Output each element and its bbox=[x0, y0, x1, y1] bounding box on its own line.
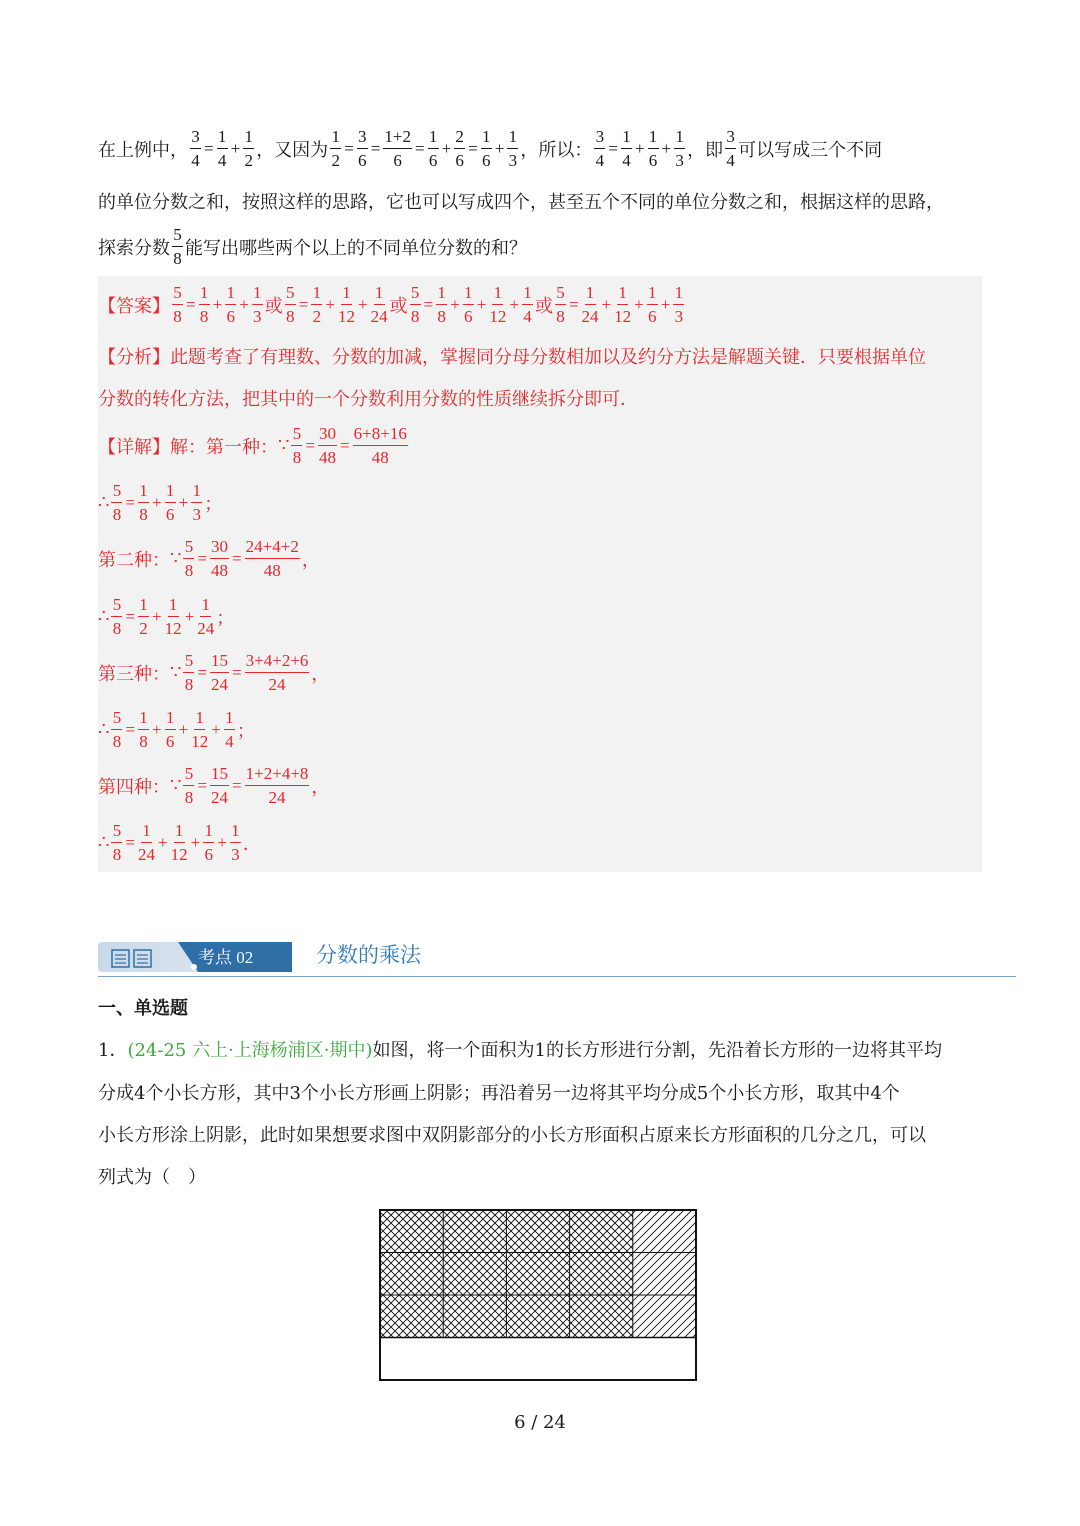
section-title: 分数的乘法 bbox=[316, 943, 421, 967]
detail-result-4: ∴ $\frac{5}{8}$ = $\frac{1}{24}$ + $\frac{1}{12}$ + $\frac{1}{6}$ + $\frac{1}{3}$ ． bbox=[98, 821, 261, 864]
answer-line: 【答案】 $\frac{5}{8}$ = $\frac{1}{8}$ + $\frac{1}{6}$ + $\frac{1}{3}$ 或 $\frac{5}{8}$ = $\frac{1}{2}$ + $\frac{1}{12}$ + $\frac{1}{24}$ 或 $\frac{5}{8}$ = $\frac{1}{8}$ + $\frac{1}{6}$ + $\frac{1}{12}$ + $\frac{1}{4}$ 或 $\frac{5}{8}$ = $\frac{1}{24}$ + $\frac{1}{12}$ + $\frac{1}{6}$ + $\frac{1}{3}$ bbox=[98, 283, 684, 326]
analysis-line-2: 分数的转化方法，把其中的一个分数利用分数的性质继续拆分即可． bbox=[98, 389, 638, 410]
section-banner bbox=[98, 940, 292, 974]
question-line-1: 1． (24-25 六上·上海杨浦区·期中) 如图，将一个面积为1的长方形进行分割，先沿着长方形的一边将其平均 bbox=[98, 1036, 942, 1062]
section-tag: 考点 02 bbox=[198, 948, 254, 967]
page-number: 6 / 24 bbox=[514, 1412, 566, 1433]
question-source: (24-25 六上·上海杨浦区·期中) bbox=[127, 1040, 373, 1061]
detail-result-2: ∴ $\frac{5}{8}$ = $\frac{1}{2}$ + $\frac{1}{12}$ + $\frac{1}{24}$ ； bbox=[98, 595, 235, 638]
intro-line-1: 在上例中， $\frac{3}{4}$ = $\frac{1}{4}$ + $\frac{1}{2}$ ，又因为 $\frac{1}{2}$ = $\frac{3}{6}$ = $\frac{1+2}{6}$ = $\frac{1}{6}$ + $\frac{2}{6}$ = $\frac{1}{6}$ + $\frac{1}{3}$ ，所以： $\frac{3}{4}$ = $\frac{1}{4}$ + $\frac{1}{6}$ + $\frac{1}{3}$ ，即 3 4 可以写成三个不同 bbox=[98, 127, 883, 170]
intro-line-3: 探索分数 5 8 能写出哪些两个以上的不同单位分数的和？ bbox=[98, 225, 527, 268]
analysis-line-1: 【分析】此题考查了有理数、分数的加减，掌握同分母分数相加以及约分方法是解题关键．只要根据单位 bbox=[98, 347, 926, 368]
question-heading: 一、单选题 bbox=[98, 998, 188, 1019]
intro-line-2: 的单位分数之和，按照这样的思路，它也可以写成四个，甚至五个不同的单位分数之和，根据这样的思路， bbox=[98, 192, 944, 213]
question-line-2: 分成4个小长方形，其中3个小长方形画上阴影；再沿着另一边将其平均分成5个小长方形，取其中4个 bbox=[98, 1083, 900, 1104]
detail-result-3: ∴ $\frac{5}{8}$ = $\frac{1}{8}$ + $\frac{1}{6}$ + $\frac{1}{12}$ + $\frac{1}{4}$ ； bbox=[98, 708, 255, 751]
section-rule bbox=[98, 976, 1016, 977]
detail-line-4: 第四种： ∵ $\frac{5}{8}$ = $\frac{15}{24}$ = $\frac{1+2+4+8}{24}$ ， bbox=[98, 764, 330, 807]
hatched-rectangle-figure bbox=[378, 1208, 700, 1384]
detail-result-1: ∴ $\frac{5}{8}$ = $\frac{1}{8}$ + $\frac{1}{6}$ + $\frac{1}{3}$ ； bbox=[98, 481, 223, 524]
detail-line-1: 【详解】解：第一种： ∵ $\frac{5}{8}$ = $\frac{30}{48}$ = $\frac{6+8+16}{48}$ bbox=[98, 424, 407, 467]
dot-icon bbox=[191, 964, 197, 970]
question-line-3: 小长方形涂上阴影，此时如果想要求图中双阴影部分的小长方形面积占原来长方形面积的几分之几，可以 bbox=[98, 1125, 926, 1146]
detail-line-3: 第三种： ∵ $\frac{5}{8}$ = $\frac{15}{24}$ = $\frac{3+4+2+6}{24}$ ， bbox=[98, 651, 330, 694]
detail-line-2: 第二种： ∵ $\frac{5}{8}$ = $\frac{30}{48}$ = $\frac{24+4+2}{48}$ ， bbox=[98, 537, 320, 580]
question-line-4: 列式为（ ） bbox=[98, 1167, 206, 1188]
